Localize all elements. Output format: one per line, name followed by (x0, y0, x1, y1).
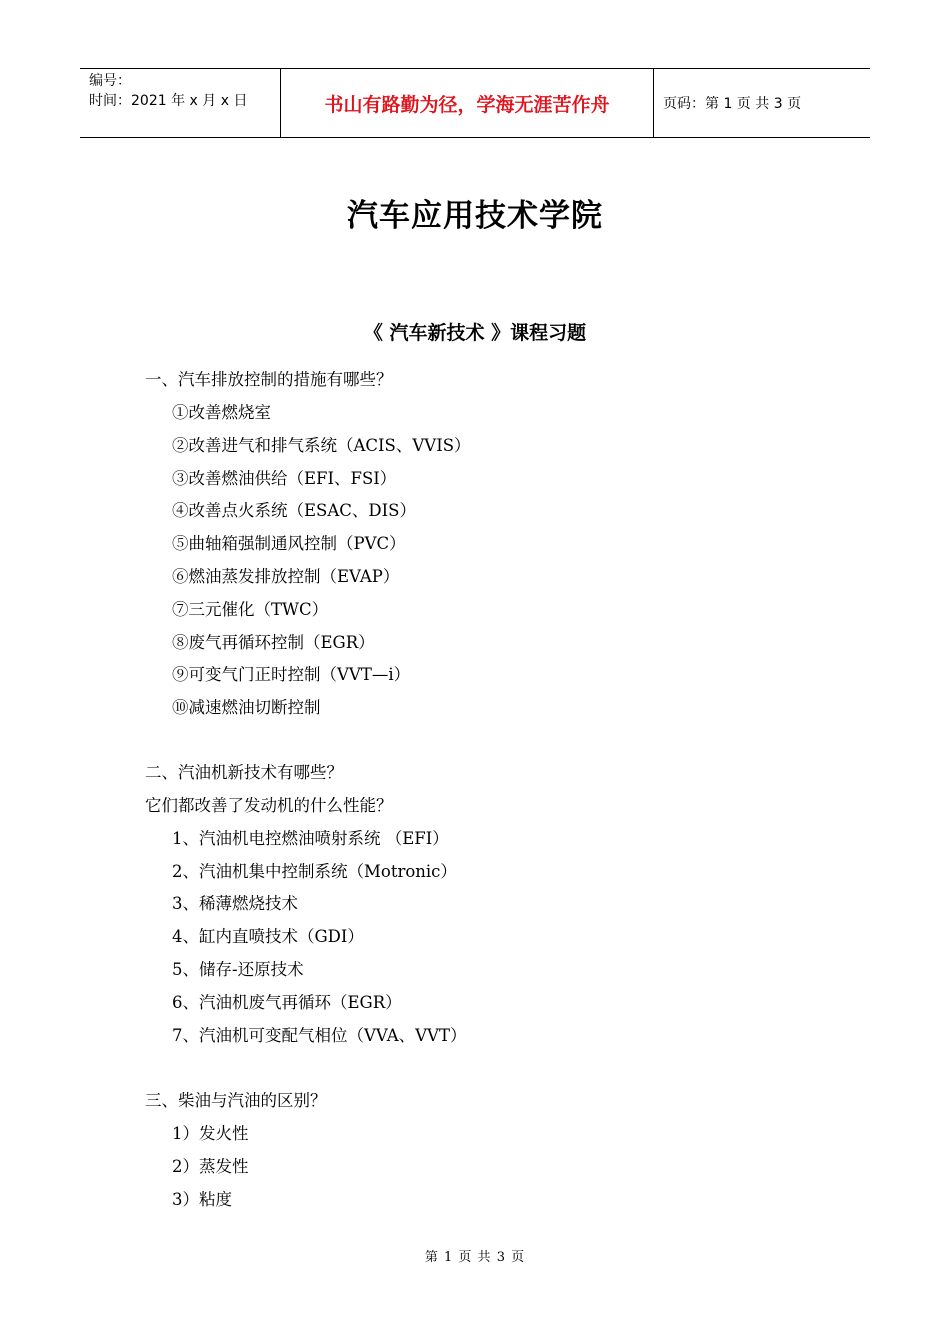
section1-question: 一、汽车排放控制的措施有哪些？ (145, 370, 393, 389)
header-motto: 书山有路勤为径，学海无涯苦作舟 (281, 69, 654, 137)
list-item: 2）蒸发性 (172, 1157, 249, 1176)
page-footer: 第 1 页 共 3 页 (424, 1250, 526, 1265)
document-title: 汽车应用技术学院 (347, 198, 603, 234)
header-meta (80, 69, 281, 137)
section3-question: 三、柴油与汽油的区别？ (145, 1091, 327, 1110)
list-item: ①改善燃烧室 (172, 403, 271, 422)
list-item: 6、汽油机废气再循环（EGR） (172, 993, 402, 1012)
list-item: 3、稀薄燃烧技术 (172, 894, 298, 913)
section2-question-2: 它们都改善了发动机的什么性能？ (145, 796, 393, 815)
list-item: ⑤曲轴箱强制通风控制（PVC） (172, 534, 406, 553)
list-item: ②改善进气和排气系统（ACIS、VVIS） (172, 436, 471, 455)
list-item: 4、缸内直喷技术（GDI） (172, 927, 364, 946)
list-item: ⑥燃油蒸发排放控制（EVAP） (172, 567, 400, 586)
list-item: ⑧废气再循环控制（EGR） (172, 633, 375, 652)
section2-question: 二、汽油机新技术有哪些？ (145, 763, 343, 782)
list-item: 7、汽油机可变配气相位（VVA、VVT） (172, 1026, 467, 1045)
list-item: ⑦三元催化（TWC） (172, 600, 329, 619)
list-item: 1、汽油机电控燃油喷射系统 （EFI） (172, 829, 449, 848)
page-header (80, 68, 870, 138)
list-item: ④改善点火系统（ESAC、DIS） (172, 501, 416, 520)
time-label: 时间：2021 年 x 月 x 日 (89, 93, 248, 109)
list-item: 1）发火性 (172, 1124, 249, 1143)
document-subtitle: 《 汽车新技术 》课程习题 (363, 322, 587, 344)
list-item: ⑨可变气门正时控制（VVT—i） (172, 665, 411, 684)
list-item: 2、汽油机集中控制系统（Motronic） (172, 862, 457, 881)
list-item: ③改善燃油供给（EFI、FSI） (172, 469, 397, 488)
list-item: 3）粘度 (172, 1190, 232, 1209)
number-label: 编号： (89, 73, 131, 89)
header-page-info: 页码：第 1 页 共 3 页 (663, 96, 802, 112)
list-item: 5、储存-还原技术 (172, 960, 304, 979)
list-item: ⑩减速燃油切断控制 (172, 698, 321, 717)
